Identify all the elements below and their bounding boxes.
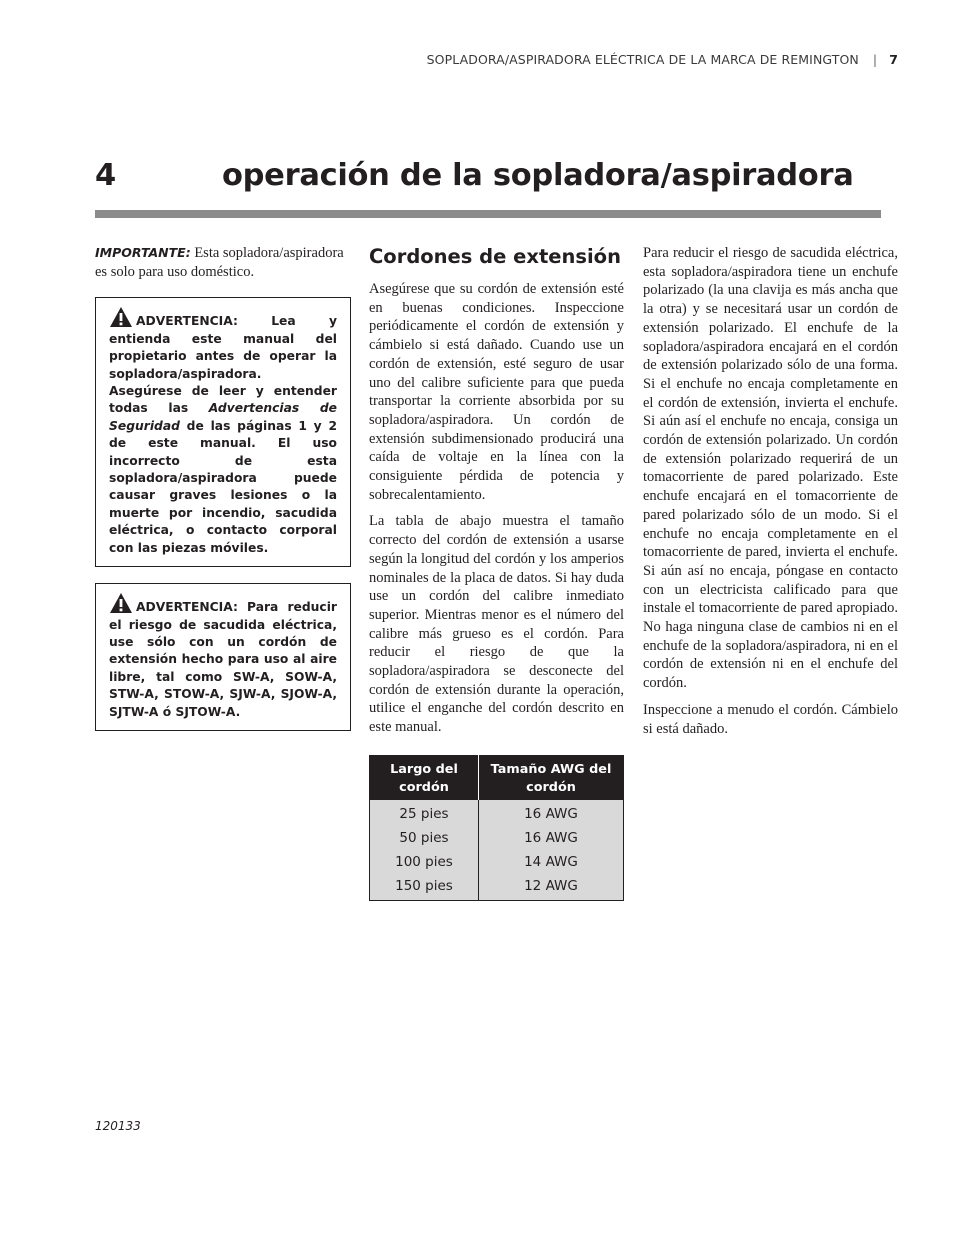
table-row <box>370 826 624 850</box>
table-cell: 12 AWG <box>478 874 623 900</box>
warning-icon <box>109 592 133 614</box>
column-right <box>643 244 898 746</box>
cord-size-table <box>369 755 624 901</box>
table-row <box>370 800 624 826</box>
paragraph: Para reducir el riesgo de sacudida eléctrica, esta sopladora/aspiradora tiene un enchufe polarizado (la una clavija es más ancha que la otra) y se necesitará usar un cordón de extensión polarizado. El enchufe de la sopladora/aspiradora encajará en el cordón de extensión polarizado sólo de una forma. Si el enchufe no encaja completamente en el cordón de extensión, invierta el enchufe. Si aún así el enchufe no encaja, consiga un cordón de extensión polarizado. Un cordón de extensión polarizado requerirá de un tomacorriente de pared polarizado. Este enchufe encajará en el tomacorriente de pared polarizado sólo de un modo. Si el enchufe no encaja completamente en el tomacorriente de pared, invierta el enchufe. Si aún así no encaja, póngase en contacto con un electricista calificado para que instale el tomacorriente de pared apropiado. No haga ninguna clase de cambios ni en el enchufe de la sopladora/aspiradora, ni en el cordón de extensión ni en el enchufe del cordón. <box>643 245 898 692</box>
paragraph: La tabla de abajo muestra el tamaño correcto del cordón de extensión a usarse según la longitud del cordón y los amperios nominales de la placa de datos. Si hay duda use un cordón del calibre inmediato superior. Mientras menor es el número del calibre más grueso es el cordón. Para reducir el riesgo de que la sopladora/aspiradora se desconecte del cordón de extensión durante la operación, utilice el enganche del cordón descrito en este manual. <box>369 513 624 736</box>
table-cell: 100 pies <box>370 850 479 874</box>
column-header-length: Largo del cordón <box>370 755 479 800</box>
warning1-lead: ADVERTENCIA: Lea y entienda este manual del propietario antes de operar la sopladora/aspiradora. Asegúrese de leer y entender todas las <box>109 314 337 416</box>
warning-box-manual <box>95 297 351 567</box>
important-text: Esta sopladora/aspiradora es solo para uso doméstico. <box>95 245 344 280</box>
table-cell: 25 pies <box>370 800 479 826</box>
header-separator: | <box>872 52 878 67</box>
section-heading: Cordones de extensión <box>369 245 621 268</box>
important-label: IMPORTANTE: <box>95 245 191 260</box>
column-header-awg: Tamaño AWG del cordón <box>478 755 623 800</box>
warning1-tail: de las páginas 1 y 2 de este manual. El uso incorrecto de esta sopladora/aspiradora puede causar graves lesiones o la muerte por incendio, sacudida eléctrica, o contacto corporal con las piezas móviles. <box>109 418 337 555</box>
table-cell: 16 AWG <box>478 800 623 826</box>
warning1-italic: Advertencias de Seguridad <box>109 401 337 433</box>
table-row <box>370 850 624 874</box>
important-note <box>95 244 351 281</box>
column-middle <box>369 244 624 901</box>
warning-box-shock <box>95 583 351 731</box>
chapter-number: 4 <box>95 158 116 193</box>
chapter-rule <box>95 210 881 218</box>
chapter-heading: operación de la sopladora/aspiradora <box>222 158 854 193</box>
chapter-title <box>95 158 881 193</box>
running-header <box>427 52 898 67</box>
table-cell: 50 pies <box>370 826 479 850</box>
warning-icon <box>109 306 133 328</box>
table-header-row <box>370 755 624 800</box>
table-cell: 16 AWG <box>478 826 623 850</box>
page-number: 7 <box>889 52 898 67</box>
warning2-text: ADVERTENCIA: Para reducir el riesgo de sacudida eléctrica, use sólo con un cordón de extensión hecho para uso al aire libre, tal como SW-A, SOW-A, STW-A, STOW-A, SJW-A, SJOW-A, SJTW-A ó SJTOW-A. <box>109 600 337 719</box>
table-cell: 14 AWG <box>478 850 623 874</box>
table-row <box>370 874 624 900</box>
paragraph: Inspeccione a menudo el cordón. Cámbielo si está dañado. <box>643 701 898 737</box>
paragraph: Asegúrese que su cordón de extensión esté en buenas condiciones. Inspeccione periódicamente el cordón de extensión y cámbielo si está dañado. Cuando use un cordón de extensión, esté seguro de usar uno del calibre suficiente para que pueda transportar la corriente absorbida por su sopladora/aspiradora. Un cordón de extensión subdimensionado producirá una caída de voltaje en la línea con la consiguiente pérdida de potencia y sobrecalentamiento. <box>369 281 624 503</box>
column-left <box>95 244 351 731</box>
document-number: 120133 <box>95 1119 141 1133</box>
table-cell: 150 pies <box>370 874 479 900</box>
running-title: SOPLADORA/ASPIRADORA ELÉCTRICA DE LA MARCA DE REMINGTON <box>426 52 859 67</box>
